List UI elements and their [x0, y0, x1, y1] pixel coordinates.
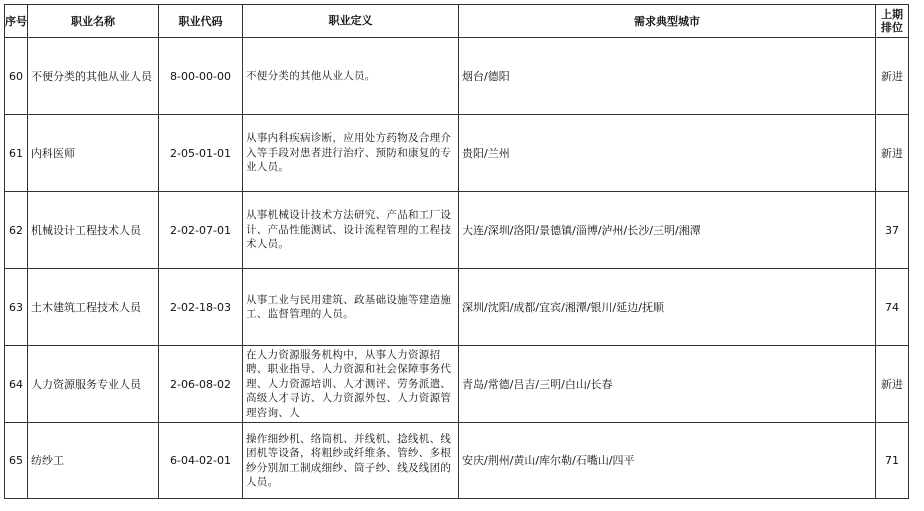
header-cities: 需求典型城市	[459, 5, 876, 38]
row-no: 64	[5, 346, 28, 423]
row-definition: 从事机械设计技术方法研究、产品和工厂设计、产品性能测试、设计流程管理的工程技术人员。	[243, 192, 459, 269]
header-no: 序号	[5, 5, 28, 38]
row-no: 62	[5, 192, 28, 269]
row-definition: 从事内科疾病诊断，应用处方药物及合理介入等手段对患者进行治疗、预防和康复的专业人员。	[243, 115, 459, 192]
row-definition: 从事工业与民用建筑、政基础设施等建造施工、监督管理的人员。	[243, 269, 459, 346]
row-no: 63	[5, 269, 28, 346]
row-cities: 烟台/德阳	[459, 38, 876, 115]
row-code: 2-02-18-03	[159, 269, 243, 346]
row-last-rank: 37	[876, 192, 909, 269]
table-row	[5, 115, 909, 192]
row-no: 65	[5, 423, 28, 499]
row-name: 纺纱工	[28, 423, 159, 499]
row-definition: 在人力资源服务机构中，从事人力资源招聘、职业指导、人力资源和社会保障事务代理、人力资源培训、人才测评、劳务派遣、高级人才寻访、人力资源外包、人力资源管理咨询、人	[243, 346, 459, 423]
row-name: 内科医师	[28, 115, 159, 192]
row-last-rank: 新进	[876, 38, 909, 115]
row-name: 机械设计工程技术人员	[28, 192, 159, 269]
header-name: 职业名称	[28, 5, 159, 38]
row-definition: 操作细纱机、络筒机、并线机、捻线机、线团机等设备，将粗纱或纤维条、管纱、多根纱分别加工制成细纱、筒子纱、线及线团的人员。	[243, 423, 459, 499]
table-header-row	[5, 5, 909, 38]
table-row	[5, 38, 909, 115]
row-code: 6-04-02-01	[159, 423, 243, 499]
table-row	[5, 423, 909, 499]
header-code: 职业代码	[159, 5, 243, 38]
table-row	[5, 269, 909, 346]
row-cities: 深圳/沈阳/成都/宜宾/湘潭/银川/延边/抚顺	[459, 269, 876, 346]
row-cities: 大连/深圳/洛阳/景德镇/淄博/泸州/长沙/三明/湘潭	[459, 192, 876, 269]
row-cities: 贵阳/兰州	[459, 115, 876, 192]
occupation-demand-table	[4, 4, 909, 499]
row-name: 人力资源服务专业人员	[28, 346, 159, 423]
row-name: 不便分类的其他从业人员	[28, 38, 159, 115]
row-no: 61	[5, 115, 28, 192]
row-name: 土木建筑工程技术人员	[28, 269, 159, 346]
row-last-rank: 新进	[876, 115, 909, 192]
row-cities: 安庆/荆州/黄山/库尔勒/石嘴山/四平	[459, 423, 876, 499]
row-last-rank: 新进	[876, 346, 909, 423]
table-row	[5, 346, 909, 423]
row-code: 2-06-08-02	[159, 346, 243, 423]
row-code: 2-05-01-01	[159, 115, 243, 192]
header-definition: 职业定义	[243, 5, 459, 38]
row-last-rank: 71	[876, 423, 909, 499]
occupation-table-container	[4, 4, 909, 499]
table-row	[5, 192, 909, 269]
row-code: 8-00-00-00	[159, 38, 243, 115]
row-definition: 不便分类的其他从业人员。	[243, 38, 459, 115]
row-cities: 青岛/常德/吕吉/三明/白山/长春	[459, 346, 876, 423]
row-code: 2-02-07-01	[159, 192, 243, 269]
row-last-rank: 74	[876, 269, 909, 346]
header-last-rank: 上期排位	[876, 5, 909, 38]
row-no: 60	[5, 38, 28, 115]
